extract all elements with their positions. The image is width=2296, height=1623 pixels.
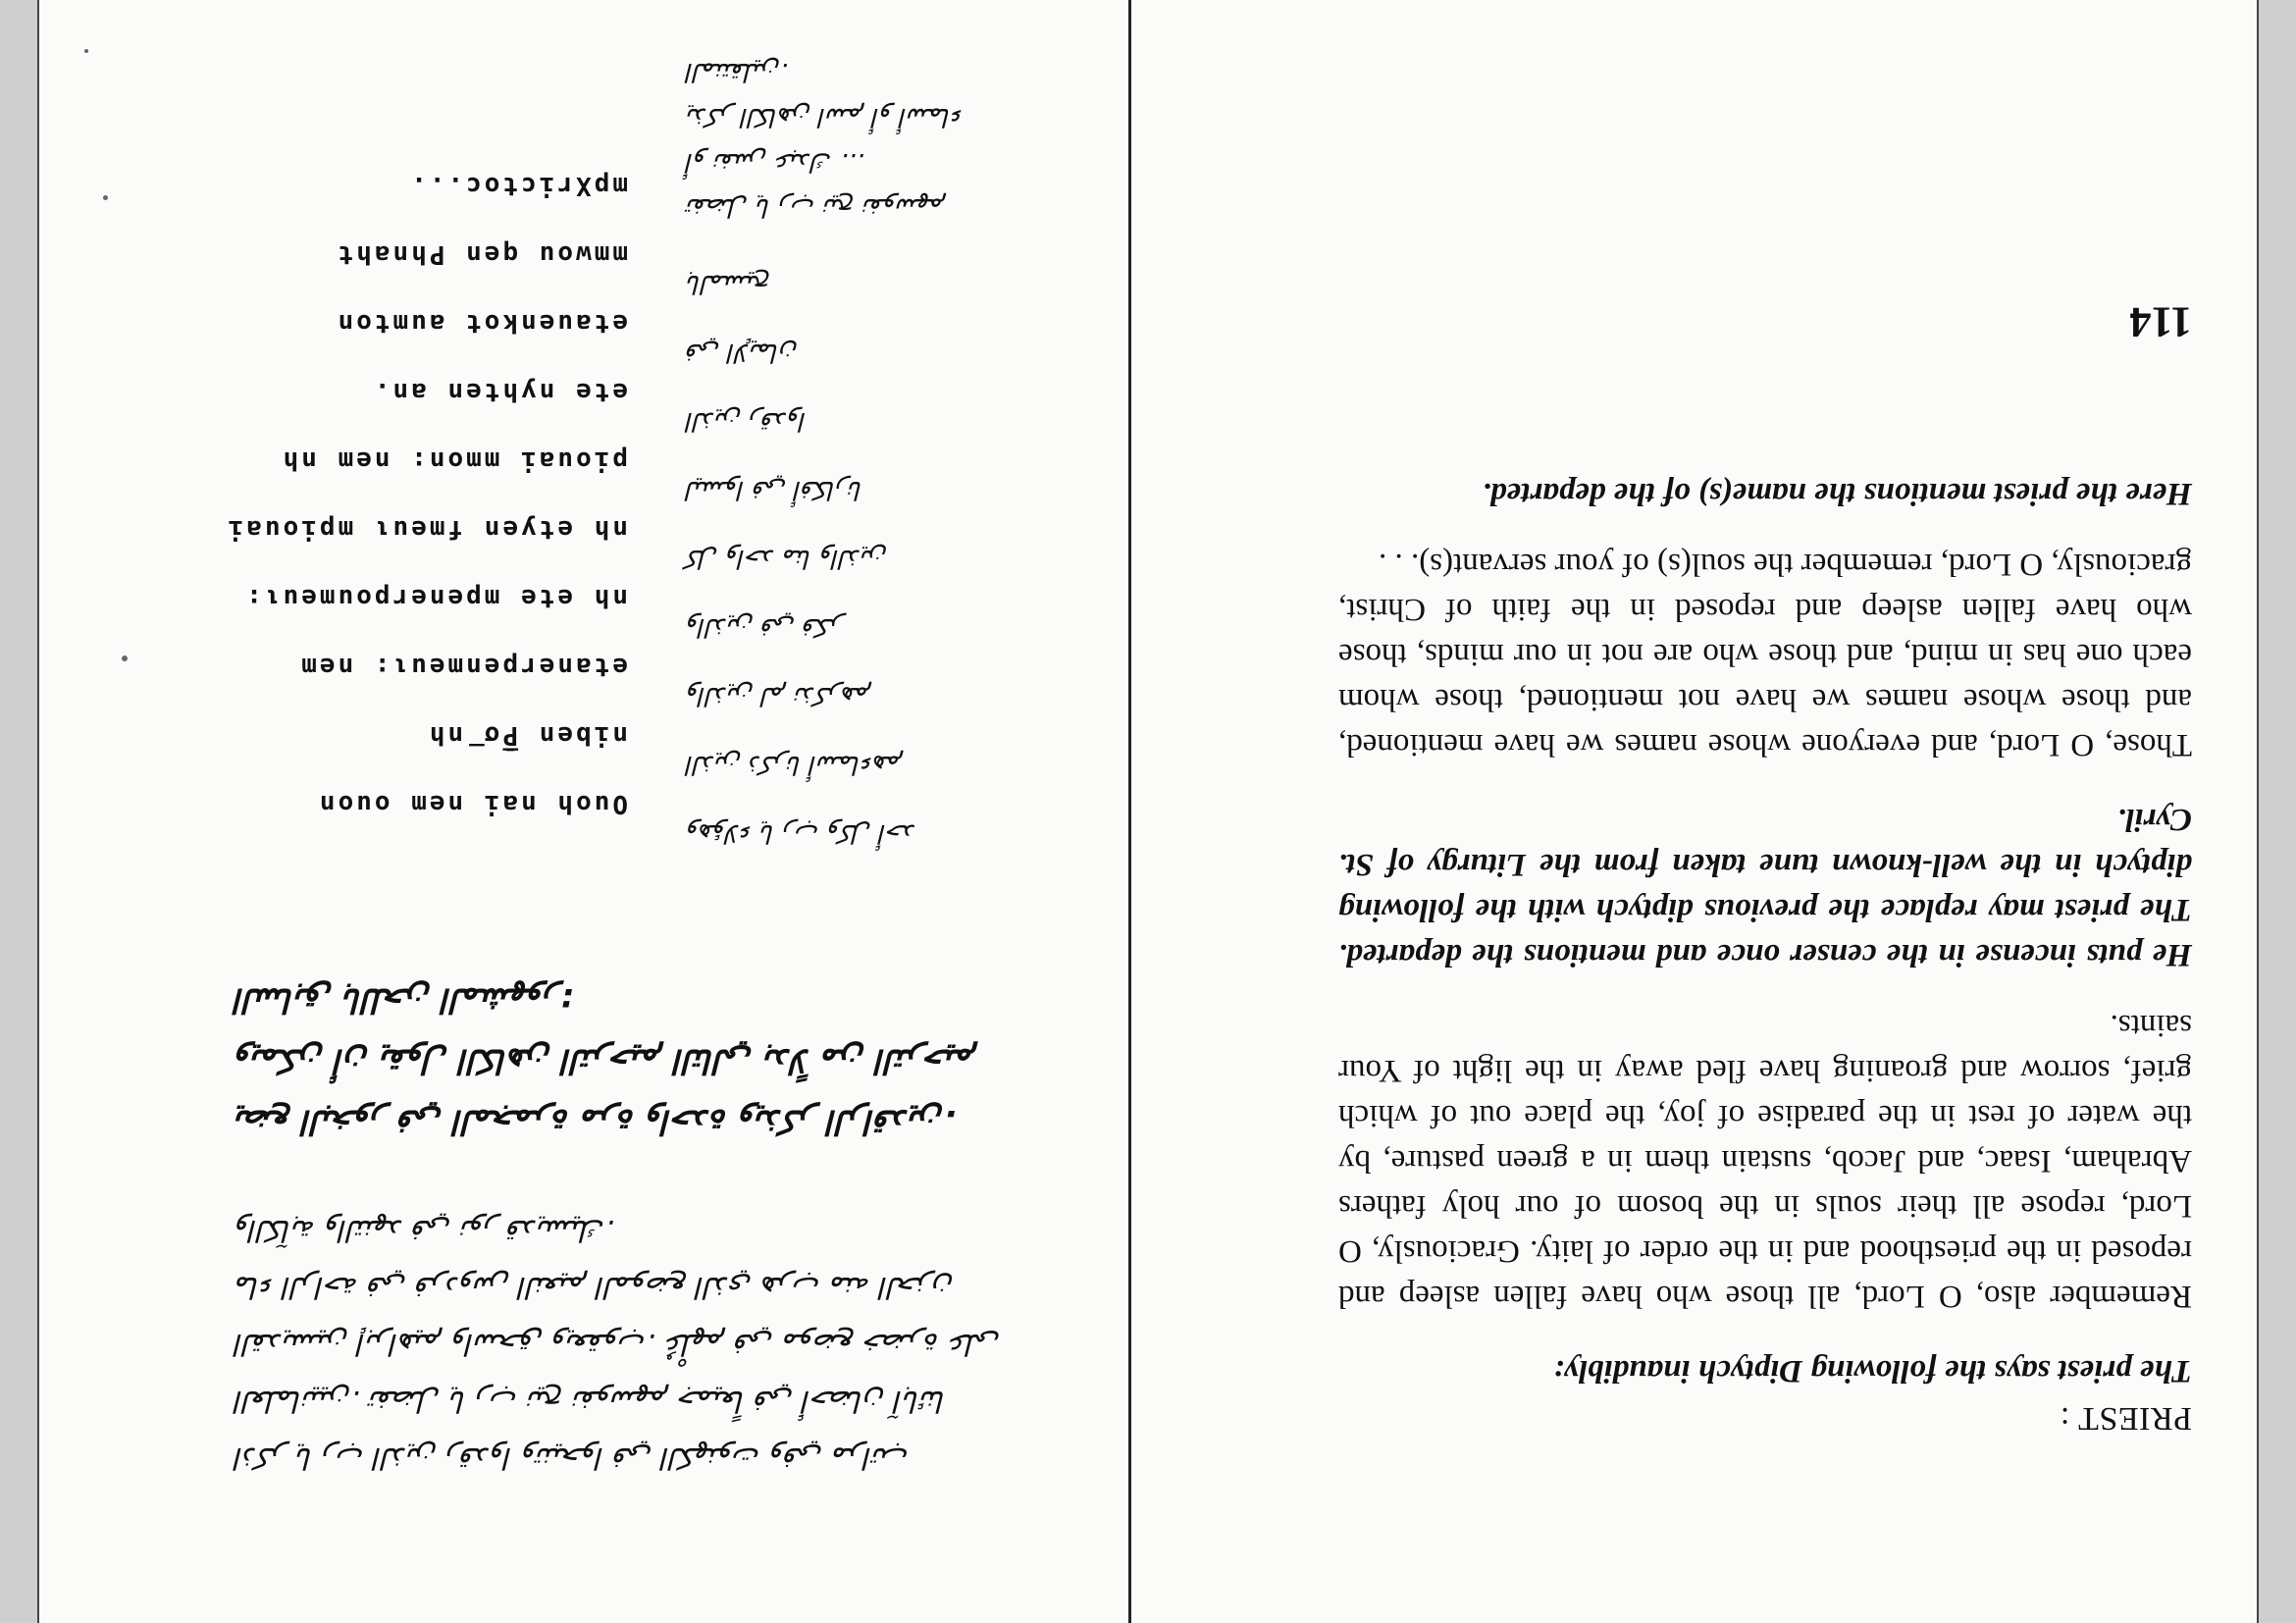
scan-edge xyxy=(2257,0,2296,1623)
coptic-line: nh ete mpenerpoumeuι: xyxy=(243,583,628,612)
scan-speck xyxy=(103,195,108,200)
arabic-names-rubric: يذكر الكاهن اسم أو أسماء المنتقلين. xyxy=(687,57,964,131)
arabic-rubric-names xyxy=(687,49,1040,230)
arabic-column-line: والذين لم نذكرهم xyxy=(687,681,872,710)
coptic-line: ete nyhten an. xyxy=(371,377,628,406)
arabic-rubric: يضع البخور في المجمرة مرة واحدة ويذكر الراقدين. ويمكن أن يقول الكاهن الترحيم التالي بدلاً من الترحيم السابق باللحن المشهور: xyxy=(235,980,978,1141)
arabic-column-line: ليسوا في أفكارنا xyxy=(687,475,863,504)
coptic-line: mpXrictoc... xyxy=(408,171,628,200)
arabic-column-line: أو نفس عبدك ... xyxy=(687,147,865,177)
coptic-line: mmwou qen Phnaht xyxy=(335,239,628,269)
coptic-line: Ouoh nai nem ouon xyxy=(316,789,628,818)
coptic-line: etanerpenmeuι: nem xyxy=(298,652,628,681)
english-page-content xyxy=(1338,442,2192,1437)
diptych-paragraph: Remember also, O Lord, all those who have fallen asleep and reposed in the priesthood and in the order of laity. Graciously, O Lord, repose all their souls in the bosom of our holy fathers Abraham, Isaac, and Jacob, sustain them in a green pasture, by the water of rest in the paradise of joy, the place out of which grief, sorrow and groaning have fled away in the light of Your saints. xyxy=(1338,1008,2192,1314)
remembrance-paragraph: Those, O Lord, and everyone whose names we have mentioned, and those whose names we have not mentioned, those whom each one has in mind, and those who are not in our minds, those who have fallen asleep and reposed in the faith of Christ, graciously, O Lord, remember the soul(s) of your servant(s). . . xyxy=(1338,547,2192,762)
arabic-column-line: وهؤلاء يا رب وكل أحد xyxy=(687,818,916,848)
coptic-line: nh etyen fmeuι mpiouai xyxy=(225,514,628,544)
arabic-column-line: تفضل يا رب نيح نفوسهم xyxy=(687,192,947,222)
rubric-names: Here the priest mentions the name(s) of the departed. xyxy=(1482,476,2192,511)
scan-speck xyxy=(84,49,88,53)
facing-page xyxy=(0,0,1128,1623)
arabic-column-line: والذين في فكر xyxy=(687,612,845,642)
coptic-column xyxy=(137,151,628,838)
coptic-line: niben P̅̄σ̅ nh xyxy=(426,720,628,750)
coptic-line: etauenkot aumton xyxy=(335,308,628,338)
rubric-incense: He puts incense in the censer once and mentions the departed. The priest may replace the previous diptych with the following diptych in the well-known tune taken from the Liturgy of St. Cyril. xyxy=(1338,802,2192,972)
arabic-column-line: في الإيمان xyxy=(687,338,799,367)
arabic-diptych: اذكر يا رب الذين رقدوا وتنيحوا في الكهنوت وفي مراتب العلمانيين. تفضل يا رب نيح نفوسهم جميعاً في أحضان آبائنا القديسين إبراهيم واسحق ويعقوب. عُلْهم في موضع خضرة على ماء الراحة في فردوس النعيم الموضع الذي هرب منه الحزن والكآبة والتنهد في نور قديسيك. xyxy=(235,1213,1001,1475)
rubric-inaudible-diptych: The priest says the following Diptych inaudibly: xyxy=(1553,1353,2192,1388)
arabic-column-line: كل واحد منا والذين xyxy=(687,544,888,573)
coptic-line: piouai mmon: nem nh xyxy=(280,445,628,475)
arabic-column-line: بالمسيح xyxy=(687,269,771,298)
arabic-column xyxy=(687,249,1040,867)
scan-edge xyxy=(0,0,39,1623)
speaker-label: PRIEST : xyxy=(2060,1400,2192,1437)
arabic-column-line: الذين رقدوا xyxy=(687,406,808,436)
arabic-column-line: الذين ذكرنا أسماءهم xyxy=(687,750,905,779)
page-number: 114 xyxy=(2129,298,2192,346)
english-page xyxy=(1128,0,2296,1623)
scan-speck xyxy=(122,655,128,661)
